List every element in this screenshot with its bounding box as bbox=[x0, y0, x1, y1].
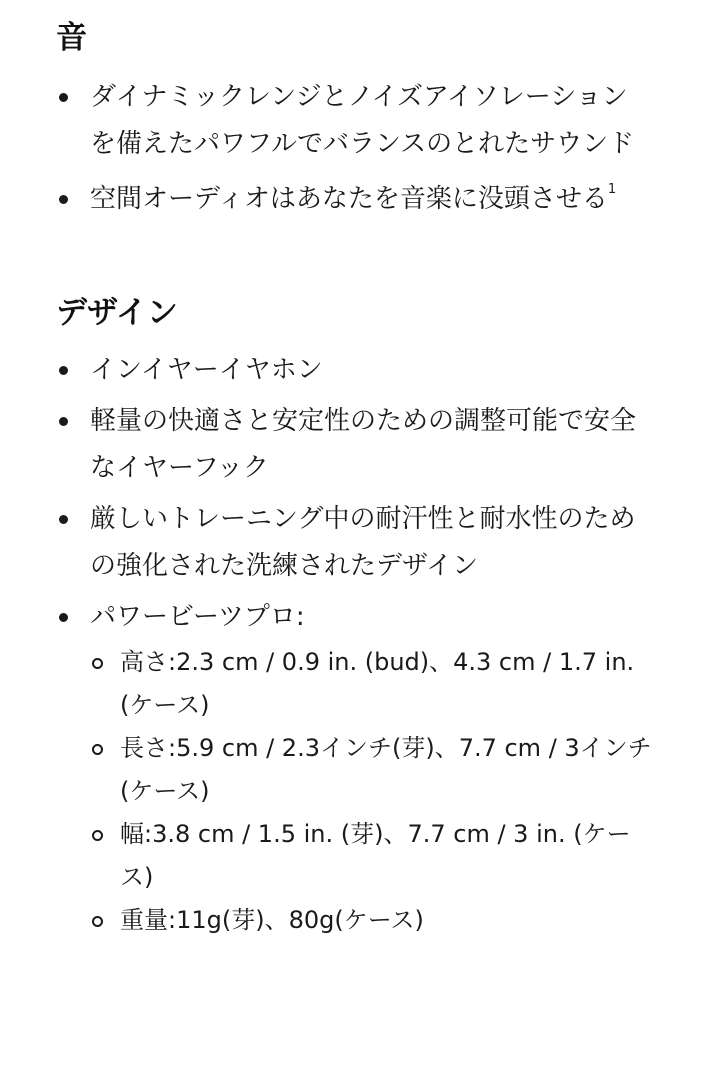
spec-list bbox=[90, 641, 652, 942]
list-item-text: 空間オーディオはあなたを音楽に没頭させる bbox=[90, 184, 608, 214]
spec-item bbox=[90, 641, 652, 727]
footnote-marker[interactable]: 1 bbox=[607, 182, 617, 197]
sound-list bbox=[56, 74, 652, 223]
design-section bbox=[56, 289, 652, 942]
list-item-text: 厳しいトレーニング中の耐汗性と耐水性のための強化された洗練されたデザイン bbox=[90, 504, 636, 581]
design-heading: デザイン bbox=[56, 295, 178, 331]
sound-section bbox=[56, 14, 652, 223]
list-item-text: ダイナミックレンジとノイズアイソレーションを備えたパワフルでバランスのとれたサウンド bbox=[90, 82, 635, 159]
list-item-text: パワービーツプロ: bbox=[90, 602, 305, 632]
list-item bbox=[56, 176, 652, 223]
spec-height: 高さ:2.3 cm / 0.9 in. (bud)、4.3 cm / 1.7 in. (ケース) bbox=[120, 648, 635, 719]
design-list bbox=[56, 347, 652, 942]
spec-item bbox=[90, 727, 652, 813]
spec-width: 幅:3.8 cm / 1.5 in. (芽)、7.7 cm / 3 in. (ケース) bbox=[120, 820, 631, 891]
list-item bbox=[56, 74, 652, 168]
list-item-text: インイヤーイヤホン bbox=[90, 355, 323, 385]
list-item bbox=[56, 347, 652, 394]
list-item-text: 軽量の快適さと安定性のための調整可能で安全なイヤーフック bbox=[90, 406, 637, 483]
sound-heading: 音 bbox=[56, 20, 87, 56]
spec-item bbox=[90, 899, 652, 942]
spec-length: 長さ:5.9 cm / 2.3インチ(芽)、7.7 cm / 3インチ(ケース) bbox=[120, 734, 652, 805]
spec-weight: 重量:11g(芽)、80g(ケース) bbox=[120, 906, 424, 934]
list-item bbox=[56, 496, 652, 590]
list-item bbox=[56, 594, 652, 942]
list-item bbox=[56, 398, 652, 492]
spec-item bbox=[90, 813, 652, 899]
